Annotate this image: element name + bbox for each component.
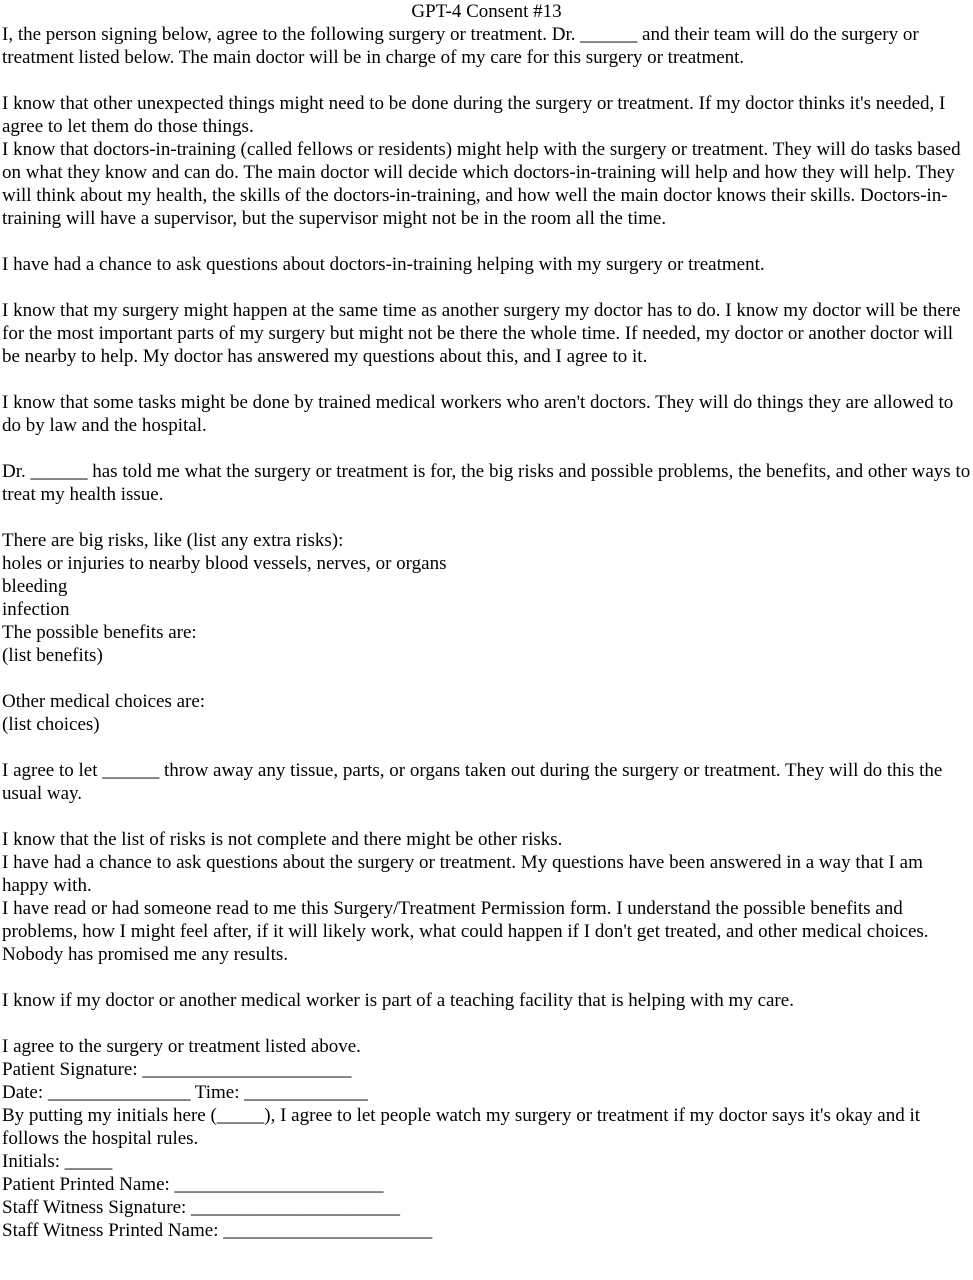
risk-item: bleeding bbox=[2, 576, 68, 597]
medical-workers-paragraph: I know that some tasks might be done by trained medical workers who aren't doctors. They will do things they are allowed to do by law and the hospital. bbox=[2, 392, 954, 436]
patient-signature-line: Patient Signature: ______________________ bbox=[2, 1059, 352, 1080]
date-time-line: Date: _______________ Time: _____________ bbox=[2, 1082, 368, 1103]
risk-item: holes or injuries to nearby blood vessels, nerves, or organs bbox=[2, 553, 447, 574]
spacer bbox=[2, 667, 971, 690]
document-title: GPT-4 Consent #13 bbox=[411, 1, 562, 22]
patient-printed-name-line: Patient Printed Name: ______________________ bbox=[2, 1174, 384, 1195]
spacer bbox=[2, 805, 971, 828]
read-form-paragraph: I have read or had someone read to me this Surgery/Treatment Permission form. I understand the possible benefits and problems, how I might feel after, if it will likely work, what could happen if I don't get treated, and other medical choices. bbox=[2, 898, 929, 942]
choices-placeholder: (list choices) bbox=[2, 714, 100, 735]
staff-witness-printed-name-line: Staff Witness Printed Name: ______________________ bbox=[2, 1220, 433, 1241]
risks-incomplete-paragraph: I know that the list of risks is not complete and there might be other risks. bbox=[2, 829, 563, 850]
choices-intro: Other medical choices are: bbox=[2, 691, 206, 712]
questions-answered-paragraph: I have had a chance to ask questions about the surgery or treatment. My questions have been answered in a way that I am happy with. bbox=[2, 852, 923, 896]
risk-item: infection bbox=[2, 599, 70, 620]
spacer bbox=[2, 230, 971, 253]
agreement-statement: I agree to the surgery or treatment listed above. bbox=[2, 1036, 361, 1057]
unexpected-procedures-paragraph: I know that other unexpected things might need to be done during the surgery or treatment. If my doctor thinks it's needed, I agree to let them do those things. bbox=[2, 93, 946, 137]
spacer bbox=[2, 506, 971, 529]
spacer bbox=[2, 1012, 971, 1035]
risks-intro: There are big risks, like (list any extra risks): bbox=[2, 530, 344, 551]
benefits-placeholder: (list benefits) bbox=[2, 645, 103, 666]
spacer bbox=[2, 276, 971, 299]
spacer bbox=[2, 368, 971, 391]
spacer bbox=[2, 69, 971, 92]
tissue-disposal-paragraph: I agree to let ______ throw away any tissue, parts, or organs taken out during the surgery or treatment. They will do this the usual way. bbox=[2, 760, 943, 804]
spacer bbox=[2, 966, 971, 989]
teaching-facility-paragraph: I know if my doctor or another medical worker is part of a teaching facility that is helping with my care. bbox=[2, 990, 794, 1011]
overlapping-surgery-paragraph: I know that my surgery might happen at the same time as another surgery my doctor has to do. I know my doctor will be there for the most important parts of my surgery but might not be there the whole time. If needed, my doctor or another doctor will be nearby to help. My doctor has answered my questions about this, and I agree to it. bbox=[2, 300, 961, 367]
intro-paragraph: I, the person signing below, agree to the following surgery or treatment. Dr. ______ and their team will do the surgery or treatment listed below. The main doctor will be in charge of my care for this surgery or treatment. bbox=[2, 24, 919, 68]
no-promises-paragraph: Nobody has promised me any results. bbox=[2, 944, 289, 965]
spacer bbox=[2, 736, 971, 759]
benefits-intro: The possible benefits are: bbox=[2, 622, 197, 643]
doctor-explained-paragraph: Dr. ______ has told me what the surgery or treatment is for, the big risks and possible problems, the benefits, and other ways to treat my health issue. bbox=[2, 461, 971, 505]
questions-training-paragraph: I have had a chance to ask questions about doctors-in-training helping with my surgery or treatment. bbox=[2, 254, 765, 275]
initials-line: Initials: _____ bbox=[2, 1151, 113, 1172]
spacer bbox=[2, 437, 971, 460]
staff-witness-signature-line: Staff Witness Signature: ______________________ bbox=[2, 1197, 401, 1218]
doctors-in-training-paragraph: I know that doctors-in-training (called fellows or residents) might help with the surgery or treatment. They will do tasks based on what they know and can do. The main doctor will decide which doctors-in-training will help and how they will help. They will think about my health, the skills of the doctors-in-training, and how well the main doctor knows their skills. Doctors-in-training will have a supervisor, but the supervisor might not be in the room all the time. bbox=[2, 139, 961, 229]
observation-consent-paragraph: By putting my initials here (_____), I agree to let people watch my surgery or treatment if my doctor says it's okay and it follows the hospital rules. bbox=[2, 1105, 921, 1149]
